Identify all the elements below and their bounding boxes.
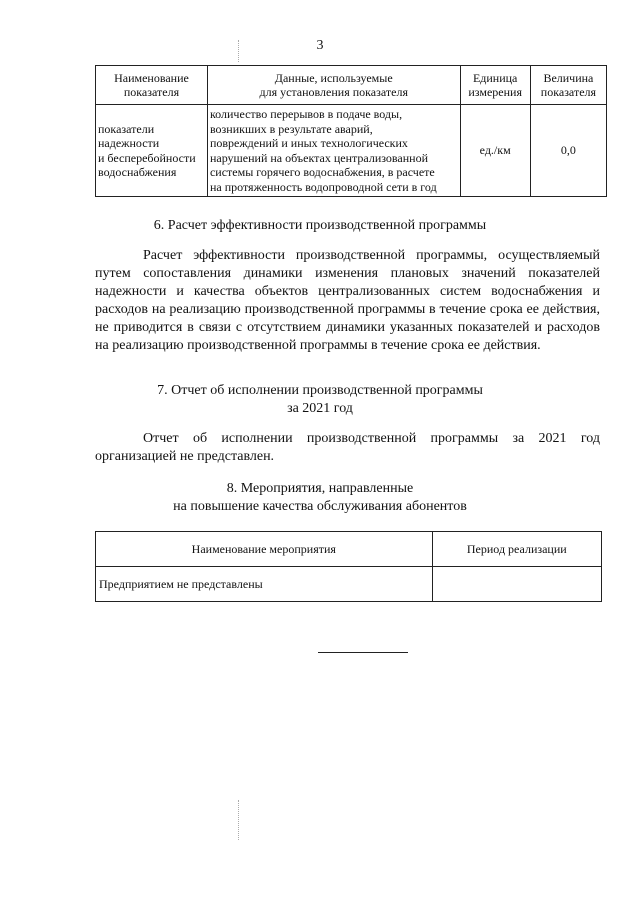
section-7-paragraph: Отчет об исполнении производственной программы за 2021 год организацией не представлен. bbox=[95, 431, 600, 464]
header-activity-name: Наименование мероприятия bbox=[96, 532, 433, 567]
period-cell bbox=[432, 567, 601, 602]
header-unit: Единица измерения bbox=[460, 66, 530, 105]
indicators-table bbox=[95, 65, 607, 197]
header-indicator-name: Наименование показателя bbox=[96, 66, 208, 105]
table-header-row bbox=[96, 66, 607, 105]
table-row bbox=[96, 567, 602, 602]
indicator-name-cell: показатели надежности и бесперебойности водоснабжения bbox=[96, 105, 208, 197]
value-cell: 0,0 bbox=[530, 105, 606, 197]
header-source-data: Данные, используемые для установления показателя bbox=[207, 66, 460, 105]
source-data-cell: количество перерывов в подаче воды, возникших в результате аварий, повреждений и иных технологических нарушений на объектах централизованной системы горячего водоснабжения, в расчете на протяженность водопроводной сети в год bbox=[207, 105, 460, 197]
section-6-heading: 6. Расчет эффективности производственной программы bbox=[153, 218, 487, 233]
section-8-heading: 8. Мероприятия, направленные на повышение качества обслуживания абонентов bbox=[173, 481, 467, 514]
unit-cell: ед./км bbox=[460, 105, 530, 197]
header-value: Величина показателя bbox=[530, 66, 606, 105]
table-row bbox=[96, 105, 607, 197]
section-7-heading: 7. Отчет об исполнении производственной программы за 2021 год bbox=[157, 383, 483, 416]
scan-artifact bbox=[238, 800, 240, 840]
section-6-paragraph: Расчет эффективности производственной программы, осуществляемый путем сопоставления динамики изменения плановых значений показателей надежности и качества объектов централизованных систем водоснабжения и расходов на реализацию производственной программы в течение срока ее действия, не приводится в связи с отсутствием динамики указанных показателей и расходов на реализацию производственной программы в течение срока ее действия. bbox=[95, 248, 600, 353]
table-header-row bbox=[96, 532, 602, 567]
closing-line bbox=[318, 652, 408, 653]
header-period: Период реализации bbox=[432, 532, 601, 567]
activity-name-cell: Предприятием не представлены bbox=[96, 567, 433, 602]
page-number: 3 bbox=[316, 38, 324, 53]
activities-table bbox=[95, 531, 602, 602]
